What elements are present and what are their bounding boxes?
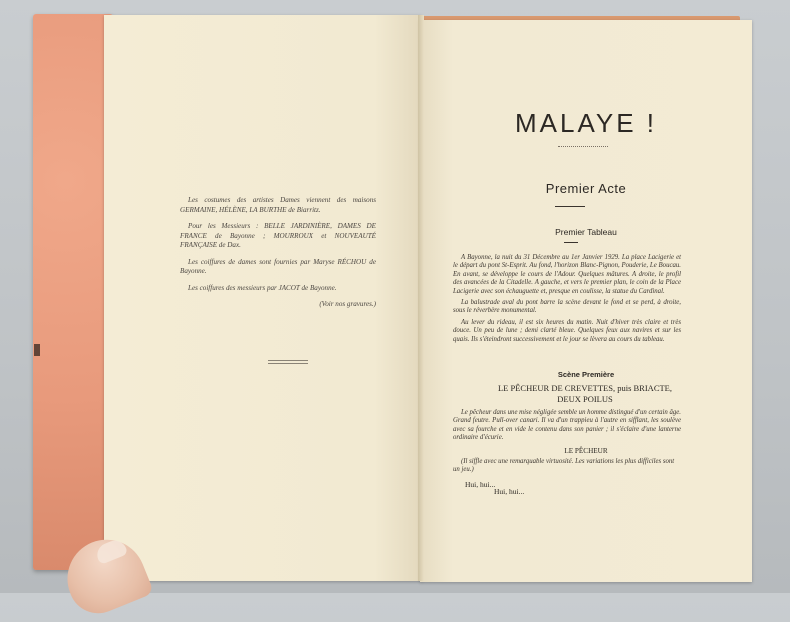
play-title: MALAYE ! [514,108,657,138]
credits-paragraph: Les costumes des artistes Dames viennent des maisons GERMAINE, HÉLÈNE, LA BURTHE de Biarritz. [180,196,376,214]
setting-paragraph: A Bayonne, la nuit du 31 Décembre au 1er Janvier 1929. La place Lacigerie et le départ du pont St-Esprit. Au fond, l'horizon Blanc-Pignon, Pouderie, Le Boucau. En avant, se développe le cours de l'Adour. Quelques mâtures. A droite, le profil des avancées de la Citadelle. A gauche, et vers le premier plan, le coin de la Place Lacigerie avec son échauguette et, presque en coulisse, la statue du Cardinal. [453,254,681,295]
book-gutter [418,15,424,581]
book-cover [33,14,113,570]
see-engravings-note: (Voir nos gravures.) [319,300,376,308]
decorative-rule [268,360,308,366]
setting-paragraph: Au lever du rideau, il est six heures du matin. Nuit d'hiver très claire et très douce. Un peu de lune ; demi clarté bleue. Quelques feux aux navires et sur les quais. Ils s'éteindront successivement et le jour se lèvera au cours du tableau. [453,318,681,343]
tableau-heading: Premier Tableau [555,227,617,237]
cover-mark [34,344,40,356]
credits-paragraph: Les coiffures des messieurs par JACOT de Bayonne. [188,283,337,292]
title-ornament [558,146,608,148]
credits-paragraph: Les coiffures de dames sont fournies par Maryse RÉCHOU de Bayonne. [180,257,376,275]
credits-paragraph: Pour les Messieurs : BELLE JARDINIÈRE, DAMES DE FRANCE de Bayonne ; MOURROUX et NOUVEAUTÉ FRANÇAISE de Dax. [180,222,376,249]
characters-list [440,383,730,405]
fisherman-description [453,409,681,443]
dialogue-line: Hui, hui... [465,480,496,489]
stage-direction: (Il siffle avec une remarquable virtuosité. Les variations les plus difficiles sont un jeu.) [453,458,675,474]
description-paragraph: Le pêcheur dans une mise négligée semble un homme distingué d'un certain âge. Grand feutre. Pull-over canari. Il va d'un trappieu à l'autre en sifflant, les soulève avec sa fourche et en vide le contenu dans son panier ; il s'éclaire d'une lanterne ordinaire d'écurie. [453,409,681,442]
characters-line: LE PÊCHEUR DE CREVETTES, puis BRIACTE, [497,383,672,393]
costume-credits [180,196,376,317]
setting-paragraph: La balustrade aval du pont barre la scène devant le fond et se perd, à droite, sous le réverbère monumental. [453,299,681,315]
tableau-rule [564,242,578,243]
scene-heading: Scène Première [557,370,615,379]
setting-description [453,254,681,347]
dialogue-line: Hui, hui... [494,487,525,496]
speaker-name: LE PÊCHEUR [564,447,608,455]
characters-line: DEUX POILUS [557,394,613,404]
act-rule [555,206,585,207]
act-heading: Premier Acte [545,181,627,196]
